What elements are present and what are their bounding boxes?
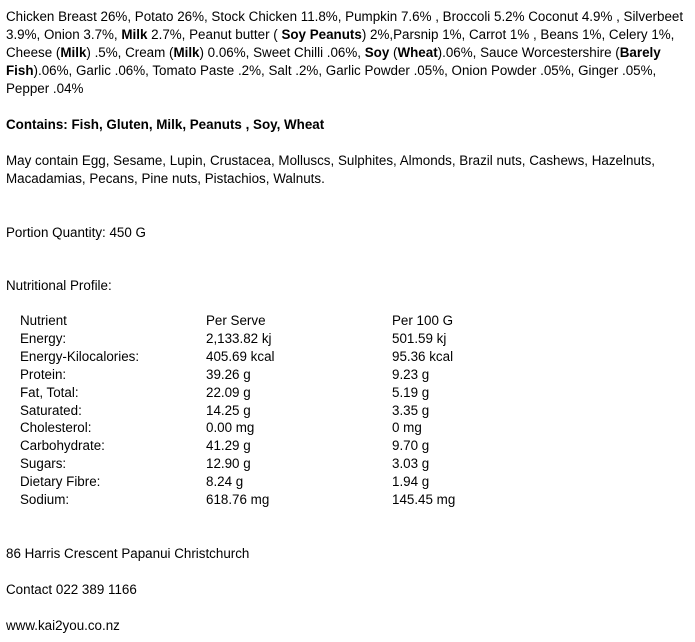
table-row bbox=[20, 473, 492, 491]
nutrient-name: Energy-Kilocalories: bbox=[20, 348, 140, 364]
per-serve-value: 2,133.82 kj bbox=[206, 330, 272, 346]
table-row bbox=[20, 366, 492, 384]
nutrient-name: Fat, Total: bbox=[20, 384, 79, 400]
allergen-wheat: Wheat bbox=[397, 45, 438, 60]
per-100g-value: 3.03 g bbox=[392, 456, 430, 472]
ingredients-text: ) .5%, Cream ( bbox=[86, 45, 174, 60]
nutrient-name: Energy: bbox=[20, 330, 67, 346]
table-row bbox=[20, 330, 492, 348]
per-serve-value: 41.29 g bbox=[206, 438, 251, 454]
per-serve-value: 39.26 g bbox=[206, 366, 251, 382]
ingredients-text: ).06%, Sauce Worcestershire ( bbox=[437, 45, 620, 60]
nutrient-name: Dietary Fibre: bbox=[20, 474, 101, 490]
allergen-milk: Milk bbox=[173, 45, 200, 60]
per-serve-value: 22.09 g bbox=[206, 384, 251, 400]
table-row bbox=[20, 348, 492, 366]
ingredients-text: ( bbox=[389, 45, 398, 60]
ingredients-text: ).06%, Garlic .06%, Tomato Paste .2%, Salt .2%, Garlic Powder .05%, Onion Powder .05%, Ginger .05%, Pepper .04% bbox=[6, 63, 657, 96]
header-per-100g: Per 100 G bbox=[392, 313, 454, 328]
table-row bbox=[20, 491, 492, 509]
contact-phone: Contact 022 389 1166 bbox=[6, 581, 137, 597]
table-row bbox=[20, 437, 492, 455]
nutrition-table bbox=[20, 312, 492, 509]
business-address: 86 Harris Crescent Papanui Christchurch bbox=[6, 545, 250, 561]
ingredients-text: ) 0.06%, Sweet Chilli .06%, bbox=[199, 45, 365, 60]
portion-quantity: Portion Quantity: 450 G bbox=[6, 225, 146, 240]
per-serve-value: 618.76 mg bbox=[206, 492, 270, 508]
per-100g-value: 0 mg bbox=[392, 420, 422, 436]
nutritional-profile-heading: Nutritional Profile: bbox=[6, 278, 112, 293]
table-row bbox=[20, 419, 492, 437]
nutrient-name: Sodium: bbox=[20, 492, 70, 508]
may-contain-allergens: May contain Egg, Sesame, Lupin, Crustacea, Molluscs, Sulphites, Almonds, Brazil nuts, Cashews, Hazelnuts, Macadamias, Pecans, Pine nuts, Pistachios, Walnuts. bbox=[6, 153, 656, 186]
per-100g-value: 5.19 g bbox=[392, 384, 430, 400]
per-100g-value: 9.23 g bbox=[392, 366, 430, 382]
nutrient-name: Cholesterol: bbox=[20, 420, 92, 436]
nutrient-name: Carbohydrate: bbox=[20, 438, 105, 454]
allergen-barely-fish: Barely Fish bbox=[6, 45, 661, 78]
table-row bbox=[20, 384, 492, 402]
per-100g-value: 3.35 g bbox=[392, 402, 430, 418]
per-100g-value: 9.70 g bbox=[392, 438, 430, 454]
per-100g-value: 95.36 kcal bbox=[392, 348, 454, 364]
per-100g-value: 145.45 mg bbox=[392, 492, 456, 508]
table-row bbox=[20, 402, 492, 420]
contains-allergens: Contains: Fish, Gluten, Milk, Peanuts , Soy, Wheat bbox=[6, 117, 325, 132]
allergen-milk: Milk bbox=[121, 27, 148, 42]
ingredients-text: ) 2%,Parsnip 1%, Carrot 1% , Beans 1%, Celery 1%, Cheese ( bbox=[6, 27, 675, 60]
per-serve-value: 14.25 g bbox=[206, 402, 251, 418]
ingredients-text: Chicken Breast 26%, Potato 26%, Stock Chicken 11.8%, Pumpkin 7.6% , Broccoli 5.2% Coconut 4.9% , Silverbeet 3.9%, Onion 3.7%, bbox=[6, 9, 684, 42]
ingredients-list bbox=[6, 8, 689, 98]
allergen-soy: Soy bbox=[364, 45, 390, 60]
per-serve-value: 405.69 kcal bbox=[206, 348, 275, 364]
allergen-milk: Milk bbox=[60, 45, 87, 60]
per-100g-value: 501.59 kj bbox=[392, 330, 447, 346]
nutrient-name: Protein: bbox=[20, 366, 67, 382]
nutrient-name: Sugars: bbox=[20, 456, 67, 472]
nutrient-name: Saturated: bbox=[20, 402, 82, 418]
header-nutrient: Nutrient bbox=[20, 313, 67, 328]
website-url: www.kai2you.co.nz bbox=[6, 617, 120, 633]
nutrition-header-row bbox=[20, 312, 492, 330]
per-serve-value: 8.24 g bbox=[206, 474, 244, 490]
ingredients-text: 2.7%, Peanut butter ( bbox=[147, 27, 282, 42]
table-row bbox=[20, 455, 492, 473]
per-serve-value: 12.90 g bbox=[206, 456, 251, 472]
per-serve-value: 0.00 mg bbox=[206, 420, 255, 436]
allergen-soy-peanuts: Soy Peanuts bbox=[281, 27, 362, 42]
per-100g-value: 1.94 g bbox=[392, 474, 430, 490]
header-per-serve: Per Serve bbox=[206, 313, 266, 328]
